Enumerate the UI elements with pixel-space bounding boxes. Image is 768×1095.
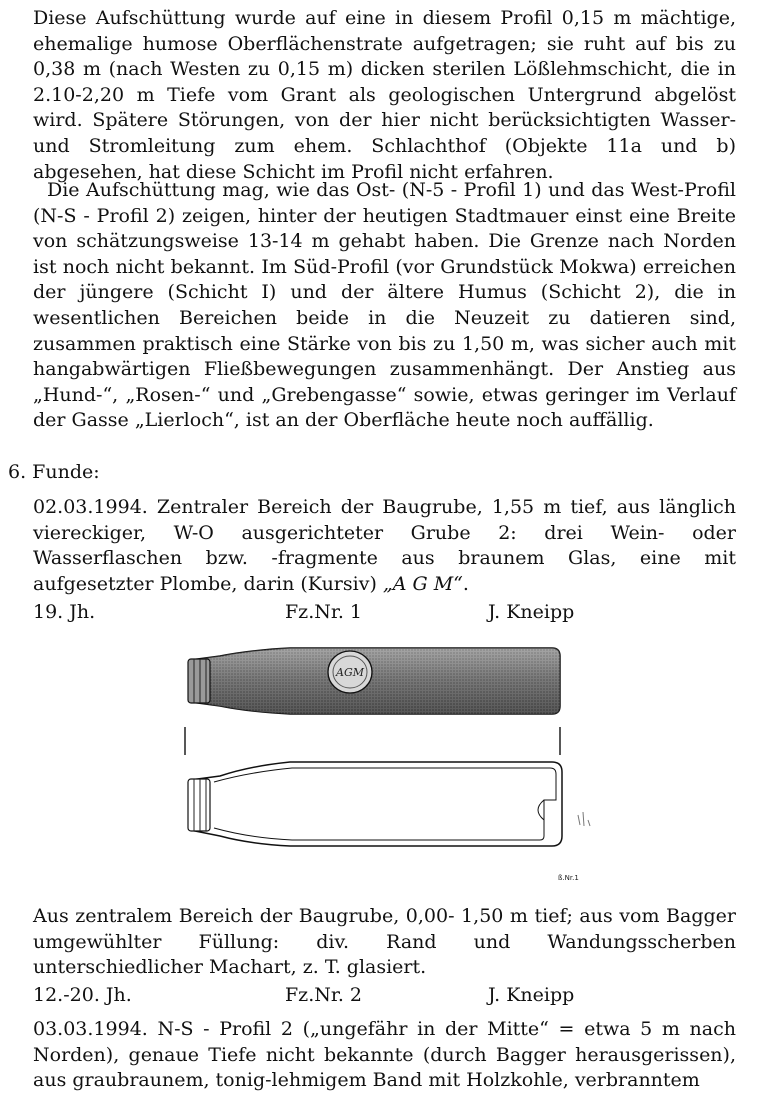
bottle-exterior-view bbox=[188, 648, 560, 714]
find-2-description: Aus zentralem Bereich der Baugrube, 0,00- 1,50 m tief; aus vom Bagger umgewühlter Füllung: div. Rand und Wandungsscherben unterschiedlicher Machart, z. T. glasiert. bbox=[33, 905, 736, 979]
figure-label bbox=[558, 812, 590, 882]
find-1-text-end: . bbox=[462, 572, 469, 595]
find-1-description bbox=[33, 495, 736, 597]
find-2-date: 12.-20. Jh. bbox=[33, 984, 132, 1006]
find-1-text: 02.03.1994. Zentraler Bereich der Baugrube, 1,55 m tief, aus länglich viereckiger, W-O ausgerichteter Grube 2: drei Wein- oder Wasserflaschen bzw. -fragmente aus braunem Glas, eine mit aufgesetzter Plombe, darin (Kursiv) bbox=[33, 496, 736, 595]
section-heading: 6. Funde: bbox=[8, 461, 100, 483]
seal-inscription: AGM bbox=[336, 666, 364, 679]
find-1-fz-number: Fz.Nr. 1 bbox=[285, 601, 363, 623]
bottle-drawing-svg bbox=[180, 640, 610, 895]
bottle-drawing bbox=[180, 640, 610, 895]
find-1-inscription: „A G M“ bbox=[382, 572, 463, 595]
bottle-section-view bbox=[188, 762, 562, 846]
find-2-fz-number: Fz.Nr. 2 bbox=[285, 984, 363, 1006]
figure-number: ß.Nr.1 bbox=[558, 874, 579, 882]
paragraph-1: Diese Aufschüttung wurde auf eine in diesem Profil 0,15 m mächtige, ehemalige humose Oberflächenstrate aufgetragen; sie ruht auf bis zu 0,38 m (nach Westen zu 0,15 m) dicken sterilen Lößlehmschicht, die in 2.10-2,20 m Tiefe vom Grant als geologischen Untergrund abgelöst wird. Spätere Störungen, von der hier nicht berücksichtigten Wasser- und Stromleitung zum ehem. Schlachthof (Objekte 11a und b) abgesehen, hat diese Schicht im Profil nicht erfahren. bbox=[33, 7, 736, 183]
find-3-description: 03.03.1994. N-S - Profil 2 („ungefähr in der Mitte“ = etwa 5 m nach Norden), genaue Tiefe nicht bekannte (durch Bagger herausgerissen), aus graubraunem, tonig-lehmigem Band mit Holzkohle, verbranntem bbox=[33, 1018, 736, 1092]
find-2-author: J. Kneipp bbox=[488, 984, 575, 1006]
seal-stamp bbox=[328, 651, 372, 693]
find-1-author: J. Kneipp bbox=[488, 601, 575, 623]
find-1-date: 19. Jh. bbox=[33, 601, 96, 623]
paragraph-2: Die Aufschüttung mag, wie das Ost- (N-5 - Profil 1) und das West-Profil (N-S - Profil 2) zeigen, hinter der heutigen Stadtmauer einst eine Breite von schätzungsweise 13-14 m gehabt haben. Die Grenze nach Norden ist noch nicht bekannt. Im Süd-Profil (vor Grundstück Mokwa) erreichen der jüngere (Schicht I) und der ältere Humus (Schicht 2), die in wesentlichen Bereichen beide in die Neuzeit zu datieren sind, zusammen praktisch eine Stärke von bis zu 1,50 m, was sicher auch mit hangabwärtigen Fließbewegungen zusammenhängt. Der Anstieg aus „Hund-“, „Rosen-“ und „Grebengasse“ sowie, etwas geringer im Verlauf der Gasse „Lierloch“, ist an der Oberfläche heute noch auffällig. bbox=[33, 179, 736, 432]
